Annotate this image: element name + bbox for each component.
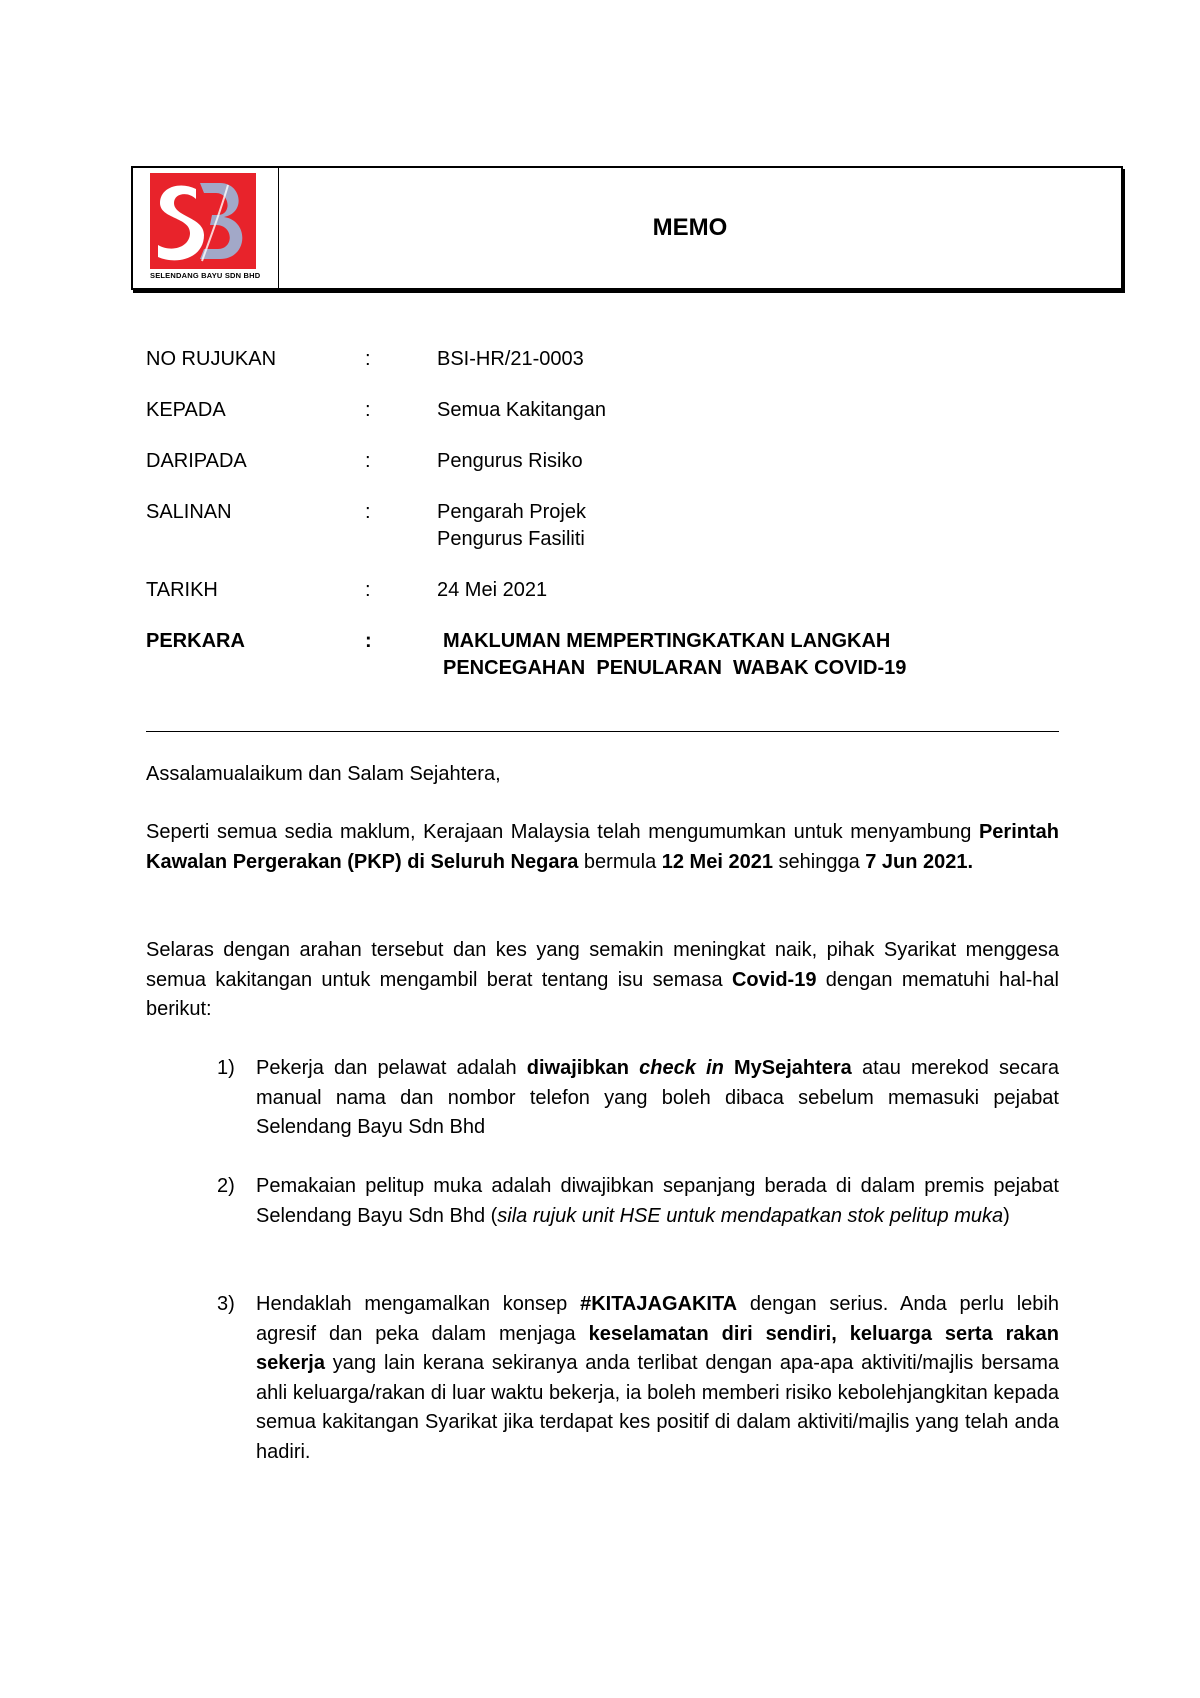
cc-value-2: Pengurus Fasiliti — [437, 528, 585, 550]
item3-text-e: yang lain kerana sekiranya anda terlibat dengan apa-apa aktiviti/majlis bersama ahli keluarga/rakan di luar waktu bekerja, ia boleh memberi risiko kebolehjangkitan kepada semua kakitangan Syarikat jika terdapat kes positif di dalam aktiviti/majlis yang telah anda hadiri. — [256, 1352, 1059, 1463]
colon: : — [365, 399, 371, 421]
to-value: Semua Kakitangan — [437, 399, 607, 421]
item1-italic-checkin: check in — [639, 1057, 724, 1079]
subject-line-2: PENCEGAHAN PENULARAN WABAK COVID-19 — [443, 657, 907, 679]
paragraph-1 — [146, 818, 1059, 877]
item2-italic-note: sila rujuk unit HSE untuk mendapatkan stok pelitup muka — [497, 1204, 1004, 1227]
list-number: 2) — [217, 1175, 235, 1197]
colon: : — [365, 348, 371, 370]
list-number: 1) — [217, 1057, 235, 1079]
to-label: KEPADA — [146, 399, 226, 421]
ref-value: BSI-HR/21-0003 — [437, 348, 584, 370]
item3-bold-safety: keselamatan diri sendiri, keluarga serta rakan sekerja — [256, 1322, 1059, 1374]
company-logo — [150, 173, 261, 280]
item1-bold-mandatory: diwajibkan — [526, 1057, 640, 1079]
item1-text-a: Pekerja dan pelawat adalah — [256, 1057, 527, 1079]
item3-text-a: Hendaklah mengamalkan konsep — [256, 1293, 581, 1315]
p1-text-e: sehingga — [772, 850, 866, 873]
cc-value-1: Pengarah Projek — [437, 501, 586, 523]
colon: : — [365, 579, 371, 601]
p2-text-c: dengan mematuhi hal-hal berikut: — [146, 968, 1059, 1020]
list-text — [256, 1172, 1059, 1231]
item2-text-c: ) — [1003, 1204, 1010, 1227]
list-text — [256, 1290, 1059, 1467]
list-text — [256, 1054, 1059, 1143]
date-label: TARIKH — [146, 579, 218, 601]
subject-label: PERKARA — [146, 630, 245, 652]
memo-title: MEMO — [652, 214, 728, 241]
p1-bold-start-date: 12 Mei 2021 — [661, 850, 773, 873]
from-value: Pengurus Risiko — [437, 450, 583, 472]
item1-bold-mysejahtera: MySejahtera — [723, 1057, 852, 1079]
colon: : — [365, 501, 371, 523]
p2-text-a: Selaras dengan arahan tersebut dan kes yang semakin meningkat naik, pihak Syarikat menggesa semua kakitangan untuk mengambil berat tentang isu semasa — [146, 939, 1059, 991]
logo-mark-icon — [150, 173, 256, 269]
colon: : — [365, 450, 371, 472]
from-label: DARIPADA — [146, 450, 247, 472]
memo-header — [131, 166, 1123, 290]
p1-bold-end-date: 7 Jun 2021. — [865, 850, 974, 873]
ref-label: NO RUJUKAN — [146, 348, 277, 370]
item2-text-a: Pemakaian pelitup muka adalah diwajibkan sepanjang berada di dalam premis pejabat Selendang Bayu Sdn Bhd ( — [256, 1175, 1059, 1227]
date-value: 24 Mei 2021 — [437, 579, 548, 601]
greeting: Assalamualaikum dan Salam Sejahtera, — [146, 763, 501, 785]
divider — [146, 731, 1059, 732]
cc-label: SALINAN — [146, 501, 232, 523]
paragraph-2 — [146, 936, 1059, 1025]
subject-line-1: MAKLUMAN MEMPERTINGKATKAN LANGKAH — [443, 630, 891, 652]
colon: : — [365, 630, 372, 652]
logo-caption: SELENDANG BAYU SDN BHD — [150, 271, 261, 280]
item3-bold-hashtag: #KITAJAGAKITA — [580, 1293, 738, 1315]
item3-text-c: dengan serius. Anda perlu lebih agresif dan peka dalam menjaga — [256, 1293, 1059, 1345]
p1-text-a: Seperti semua sedia maklum, Kerajaan Malaysia telah mengumumkan untuk menyambung — [146, 821, 979, 843]
p1-bold-pkp: Perintah Kawalan Pergerakan (PKP) di Seluruh Negara — [146, 821, 1059, 873]
logo-cell — [133, 168, 279, 288]
list-number: 3) — [217, 1293, 235, 1315]
logo-tile — [150, 173, 256, 269]
p2-bold-covid: Covid-19 — [731, 968, 817, 991]
p1-text-c: bermula — [578, 850, 662, 873]
item1-text-e: atau merekod secara manual nama dan nombor telefon yang boleh dibaca sebelum memasuki pejabat Selendang Bayu Sdn Bhd — [256, 1057, 1060, 1138]
